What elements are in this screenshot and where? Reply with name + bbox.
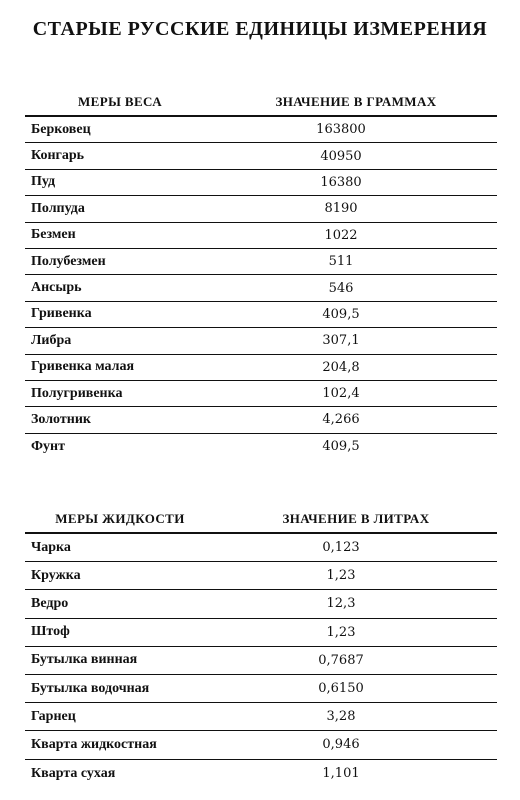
unit-name: Фунт (31, 438, 65, 454)
liquids-value-header: ЗНАЧЕНИЕ В ЛИТРАХ (282, 510, 430, 526)
unit-value: 8190 (324, 201, 358, 217)
unit-value: 4,266 (322, 412, 360, 428)
table-row (25, 170, 497, 196)
table-row (25, 302, 497, 328)
unit-name: Бутылка винная (31, 652, 138, 668)
unit-name: Либра (31, 332, 72, 348)
unit-name: Берковец (31, 121, 91, 137)
unit-value: 546 (328, 280, 354, 296)
table-row (25, 760, 497, 788)
table-row (25, 143, 497, 169)
weights-table (25, 88, 497, 460)
table-row (25, 675, 497, 703)
unit-value: 409,5 (322, 306, 360, 322)
unit-value: 307,1 (322, 333, 360, 349)
unit-value: 409,5 (322, 439, 360, 455)
unit-value: 12,3 (326, 596, 356, 612)
unit-name: Полпуда (31, 200, 85, 216)
liquids-rows (25, 534, 497, 788)
unit-name: Пуд (31, 174, 56, 190)
table-row (25, 275, 497, 301)
unit-name: Штоф (31, 624, 70, 640)
unit-value: 0,946 (322, 737, 360, 753)
unit-value: 40950 (320, 148, 362, 164)
page-title: СТАРЫЕ РУССКИЕ ЕДИНИЦЫ ИЗМЕРЕНИЯ (32, 18, 488, 40)
table-row (25, 407, 497, 433)
table-row (25, 355, 497, 381)
unit-value: 204,8 (322, 359, 360, 375)
table-row (25, 223, 497, 249)
unit-value: 102,4 (322, 386, 360, 402)
weights-table-header (25, 88, 497, 117)
table-row (25, 619, 497, 647)
table-row (25, 381, 497, 407)
table-row (25, 703, 497, 731)
unit-value: 0,123 (322, 540, 360, 556)
liquids-table-header (25, 505, 497, 534)
unit-name: Полубезмен (31, 253, 106, 269)
weights-rows (25, 117, 497, 460)
unit-value: 16380 (320, 174, 362, 190)
table-row (25, 534, 497, 562)
table-row (25, 328, 497, 354)
unit-value: 3,28 (326, 709, 356, 725)
unit-value: 1022 (324, 227, 358, 243)
unit-name: Бутылка водочная (31, 680, 150, 696)
unit-name: Чарка (31, 539, 71, 555)
unit-name: Полугривенка (31, 385, 123, 401)
unit-value: 0,7687 (318, 652, 364, 668)
table-row (25, 434, 497, 460)
table-row (25, 731, 497, 759)
table-row (25, 590, 497, 618)
weights-name-header: МЕРЫ ВЕСА (78, 93, 162, 109)
unit-name: Золотник (31, 411, 91, 427)
unit-name: Ведро (31, 595, 69, 611)
unit-value: 511 (328, 254, 354, 270)
table-row (25, 562, 497, 590)
unit-name: Гарнец (31, 708, 76, 724)
unit-value: 163800 (316, 122, 366, 138)
table-row (25, 249, 497, 275)
unit-name: Конгарь (31, 148, 85, 164)
liquids-table (25, 505, 497, 788)
liquids-name-header: МЕРЫ ЖИДКОСТИ (55, 510, 185, 526)
unit-value: 0,6150 (318, 681, 364, 697)
unit-value: 1,23 (326, 624, 356, 640)
table-row (25, 196, 497, 222)
unit-name: Безмен (31, 227, 76, 243)
unit-name: Кварта сухая (31, 765, 116, 781)
table-row (25, 117, 497, 143)
unit-name: Ансырь (31, 280, 82, 296)
unit-name: Гривенка (31, 306, 92, 322)
unit-value: 1,23 (326, 568, 356, 584)
weights-value-header: ЗНАЧЕНИЕ В ГРАММАХ (275, 93, 437, 109)
unit-value: 1,101 (322, 766, 360, 782)
table-row (25, 647, 497, 675)
unit-name: Гривенка малая (31, 359, 135, 375)
unit-name: Кварта жидкостная (31, 736, 157, 752)
unit-name: Кружка (31, 567, 81, 583)
